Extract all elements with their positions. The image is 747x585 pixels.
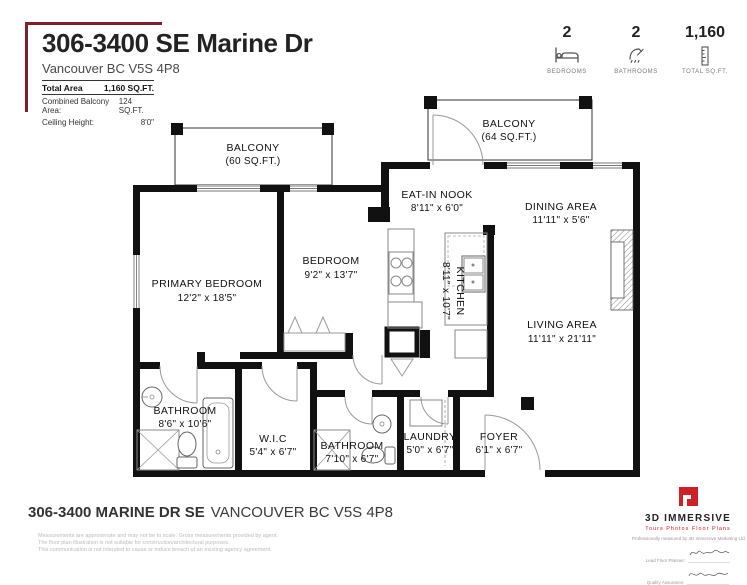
total-sqft-label: TOTAL SQ.FT. (681, 69, 729, 75)
qa-signature (687, 566, 729, 585)
svg-text:9'2" x 13'7": 9'2" x 13'7" (304, 270, 358, 281)
svg-text:7'10" x 6'7": 7'10" x 6'7" (325, 454, 379, 465)
svg-text:8'6" x 10'6": 8'6" x 10'6" (158, 419, 212, 430)
svg-text:6'1" x 6'7": 6'1" x 6'7" (475, 445, 523, 456)
bathrooms-label: BATHROOMS (614, 69, 658, 75)
door-wic (262, 366, 297, 401)
sink (373, 415, 391, 433)
door-bathroom2 (345, 397, 372, 424)
svg-text:(60 SQ.FT.): (60 SQ.FT.) (225, 156, 281, 167)
signature-row-planner (632, 544, 744, 563)
total-sqft-count: 1,160 (684, 24, 726, 41)
planner-signature-label: Lead Floor Planner: (645, 558, 686, 563)
total-area-value: 1,160 SQ.FT. (103, 82, 154, 93)
label-dining: DINING AREA (524, 201, 598, 213)
label-eat-in-nook: EAT-IN NOOK (401, 189, 473, 201)
bedrooms-count: 2 (562, 24, 572, 41)
footer-address-bold: 306-3400 MARINE DR SE (28, 504, 205, 521)
brand-logo-icon (679, 487, 698, 511)
window-primary-balcony (197, 185, 317, 192)
svg-text:12'2" x 18'5": 12'2" x 18'5" (177, 293, 237, 304)
label-kitchen: KITCHEN (454, 266, 466, 316)
disclaimer-line-3: This communication is not intended to cause or induce breach of an existing agency agreement. (38, 547, 272, 553)
svg-text:11'11" x 21'11": 11'11" x 21'11" (527, 334, 597, 345)
label-balcony-left: BALCONY (226, 142, 280, 154)
label-bathroom2: BATHROOM (320, 440, 384, 452)
svg-text:8'11" x 10'7": 8'11" x 10'7" (440, 261, 451, 321)
door-laundry (421, 397, 448, 424)
signature-row-qa (632, 566, 744, 585)
label-foyer: FOYER (479, 431, 519, 443)
qa-signature-label: Quality Assurance: (646, 580, 685, 585)
svg-text:5'0" x 6'7": 5'0" x 6'7" (406, 445, 454, 456)
toilet (178, 432, 196, 456)
disclaimer-line-1: Measurements are approximate and may not be to scale. Gross measurements provided by agent. (38, 533, 278, 539)
label-bedroom: BEDROOM (302, 255, 360, 267)
page-subtitle: Vancouver BC V5S 4P8 (42, 61, 180, 76)
footer-address-rest: VANCOUVER BC V5S 4P8 (210, 504, 394, 521)
balcony-area-label: Combined Balcony Area: (42, 96, 110, 115)
disclaimer-line-2: The floor plan illustration is not suitable for construction/architectural purposes. (38, 540, 230, 546)
fireplace (611, 230, 633, 310)
hall-closet (387, 329, 417, 355)
label-wic: W.I.C (259, 433, 287, 445)
brand-block (632, 487, 744, 585)
svg-text:5'4" x 6'7": 5'4" x 6'7" (249, 447, 297, 458)
total-area-label: Total Area (42, 82, 83, 93)
brand-tagline: Tours Photos Floor Plans (645, 526, 731, 532)
svg-text:11'11" x 5'6": 11'11" x 5'6" (532, 215, 590, 226)
page-title: 306-3400 SE Marine Dr (42, 28, 313, 58)
ceiling-height-value: 8'0" (140, 117, 154, 127)
svg-text:8'11" x 6'0": 8'11" x 6'0" (410, 203, 464, 214)
window-primary-side (133, 255, 140, 308)
door-bathroom1 (160, 366, 197, 403)
label-bathroom1: BATHROOM (153, 405, 217, 417)
bedrooms-label: BEDROOMS (547, 69, 587, 75)
balcony-left-outline (171, 123, 334, 185)
disclaimer (38, 533, 278, 554)
brand-name: 3D IMMERSIVE (644, 513, 732, 524)
bathrooms-count: 2 (631, 24, 641, 41)
brand-note: Professionally measured by 3D Immersive Marketing Ltd (632, 536, 745, 541)
label-living: LIVING AREA (527, 319, 597, 331)
label-laundry: LAUNDRY (403, 431, 457, 443)
footer-address (28, 504, 393, 521)
door-balcony (433, 115, 483, 165)
svg-text:(64 SQ.FT.): (64 SQ.FT.) (481, 132, 537, 143)
door-bedroom (353, 355, 382, 384)
planner-signature (688, 544, 730, 563)
label-primary-bedroom: PRIMARY BEDROOM (151, 278, 263, 290)
label-balcony-right: BALCONY (482, 118, 536, 130)
balcony-area-value: 124 SQ.FT. (118, 96, 144, 115)
ceiling-height-label: Ceiling Height: (42, 117, 95, 127)
